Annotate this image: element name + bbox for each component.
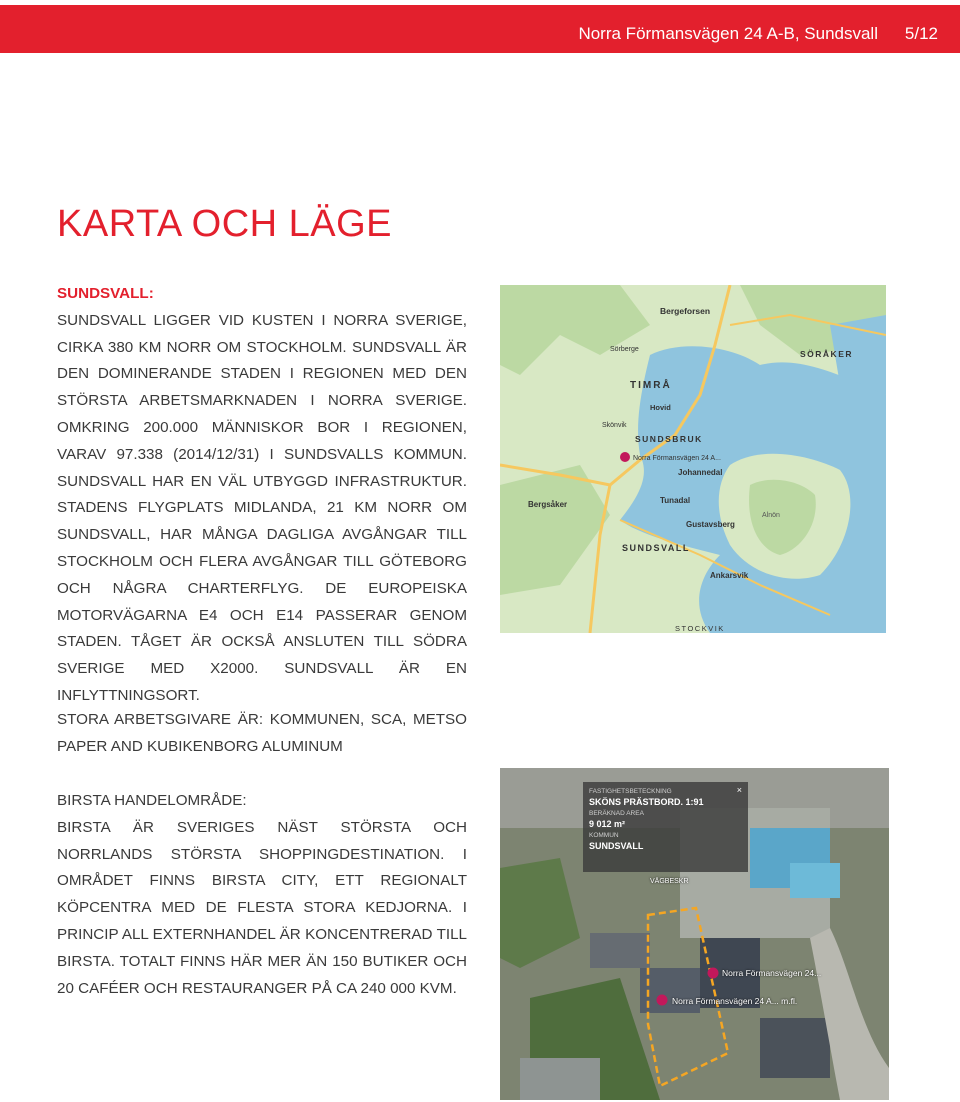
birsta-body: BIRSTA ÄR SVERIGES NÄST STÖRSTA OCH NORRLANDS STÖRSTA SHOPPINGDESTINATION. I OMRÅDET FINNS BIRSTA CITY, ETT REGIONALT KÖPCENTRA MED DE FLESTA STORA KEDJORNA. I PRINCIP ALL EXTERNHANDEL ÄR KONCENTRERAD TILL BIRSTA. TOTALT FINNS HÄR MER ÄN 150 BUTIKER OCH 20 CAFÉER OCH RESTAURANGER PÅ CA 240 000 KVM. <box>57 818 467 997</box>
popup-value-area: 9 012 m² <box>589 819 626 829</box>
map-label-sundsvall: SUNDSVALL <box>622 543 690 553</box>
popup-value-property: SKÖNS PRÄSTBORD. 1:91 <box>589 797 704 807</box>
property-pin-icon <box>657 995 668 1006</box>
map-label-alnon: Alnön <box>762 512 780 519</box>
popup-label-municipality: KOMMUN <box>589 832 619 839</box>
map-label-bergsaker: Bergsåker <box>528 500 568 509</box>
page-number: 5/12 <box>904 24 938 43</box>
aerial-photo <box>500 768 889 1100</box>
map-label-tunadal: Tunadal <box>660 496 691 505</box>
map-label-stockvik: STOCKVIK <box>675 624 725 633</box>
aerial-building <box>520 1058 600 1100</box>
map-pin-label: Norra Förmansvägen 24 A... <box>633 455 721 462</box>
close-icon[interactable]: × <box>736 785 742 795</box>
popup-label-area: BERÄKNAD AREA <box>589 810 644 817</box>
pin-label-1: Norra Förmansvägen 24... <box>722 968 822 978</box>
map-label-hovid: Hovid <box>650 403 671 412</box>
map-label-bergeforsen: Bergeforsen <box>660 306 711 316</box>
birsta-heading: BIRSTA HANDELOMRÅDE: <box>57 792 247 809</box>
aerial-roof <box>790 863 840 898</box>
property-info-popup <box>583 782 748 872</box>
map-label-sundsbruk: SUNDSBRUK <box>635 434 703 444</box>
map-label-skonvik: Skönvik <box>602 422 627 429</box>
aerial-building <box>590 933 650 968</box>
popup-value-municipality: SUNDSVALL <box>589 841 644 851</box>
region-map <box>500 285 886 633</box>
popup-label-property: FASTIGHETSBETECKNING <box>589 788 672 795</box>
employers-body: STORA ARBETSGIVARE ÄR: KOMMUNEN, SCA, METSO PAPER AND KUBIKENBORG ALUMINUM <box>57 711 467 755</box>
header-bar <box>0 5 960 53</box>
sundsvall-section <box>57 281 467 710</box>
map-label-soraker: SÖRÅKER <box>800 349 854 359</box>
property-pin-icon <box>708 968 719 979</box>
aerial-building <box>760 1018 830 1078</box>
sundsvall-body: SUNDSVALL LIGGER VID KUSTEN I NORRA SVERIGE, CIRKA 380 KM NORR OM STOCKHOLM. SUNDSVALL ÄR DEN DOMINERANDE STADEN I REGIONEN MED DEN STÖRSTA ARBETSMARKNADEN I NORRA SVERIGE. OMKRING 200.000 MÄNNISKOR BOR I REGIONEN, VARAV 97.338 (2014/12/31) I SUNDSVALLS KOMMUN. SUNDSVALL HAR EN VÄL UTBYGGD INFRASTRUKTUR. STADENS FLYGPLATS MIDLANDA, 21 KM NORR OM SUNDSVALL, HAR MÅNGA DAGLIGA AVGÅNGAR TILL STOCKHOLM OCH FLERA AVGÅNGAR TILL GÖTEBORG OCH NÅGRA CHARTERFLYG. DE EUROPEISKA MOTORVÄGARNA E4 OCH E14 PASSERAR GENOM STADEN. TÅGET ÄR OCKSÅ ANSLUTEN TILL SÖDRA SVERIGE MED X2000. SUNDSVALL ÄR EN INFLYTTNINGSORT. <box>57 311 467 704</box>
page-title: KARTA OCH LÄGE <box>57 203 393 245</box>
map-label-johannedal: Johannedal <box>678 468 723 477</box>
employers-section <box>57 707 467 761</box>
birsta-section <box>57 788 467 1002</box>
map-label-ankarsvik: Ankarsvik <box>710 571 749 580</box>
map-label-sorberge: Sörberge <box>610 346 639 353</box>
region-map-graphic <box>500 285 886 633</box>
pin-label-2: Norra Förmansvägen 24 A... m.fl. <box>672 996 798 1006</box>
map-label-gustavsberg: Gustavsberg <box>686 520 735 529</box>
header-address: Norra Förmansvägen 24 A-B, Sundsvall <box>578 24 878 43</box>
route-link[interactable]: VÄGBESKR <box>650 878 689 885</box>
sundsvall-heading: SUNDSVALL: <box>57 285 154 302</box>
map-label-timra: TIMRÅ <box>630 380 672 391</box>
map-location-pin-icon <box>620 452 630 462</box>
